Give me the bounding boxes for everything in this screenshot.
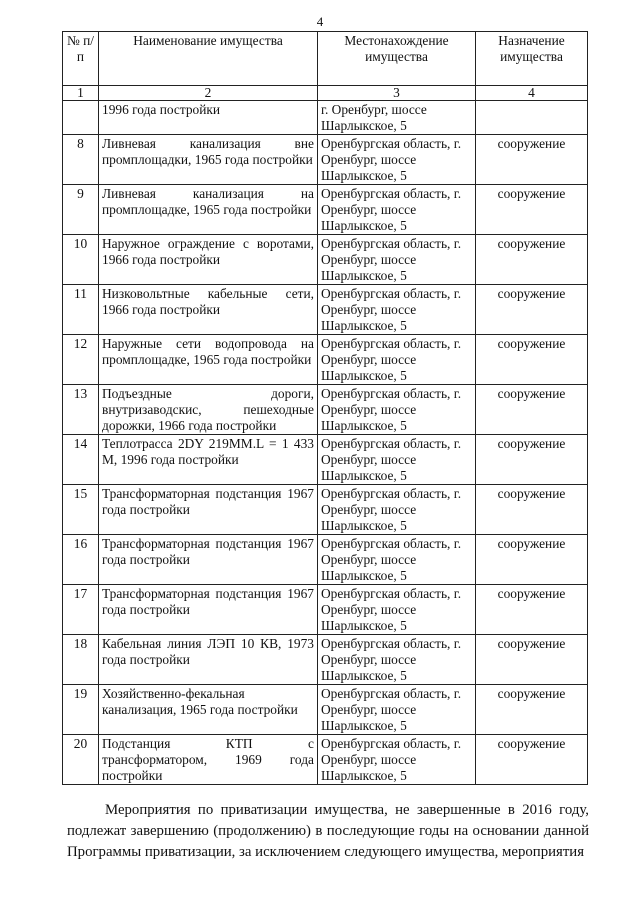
property-location-cell: г. Оренбург, шоссе Шарлыкское, 5 [318,101,476,135]
header-number: № п/п [63,32,99,86]
property-purpose-cell: сооружение [476,735,588,785]
footer-paragraph [67,800,589,863]
property-name-cell: Ливневая канализация на промплощадке, 1965 года постройки [99,185,318,235]
property-name-cell: 1996 года постройки [99,101,318,135]
property-name-cell: Наружное ограждение с воротами, 1966 года постройки [99,235,318,285]
table-row [63,385,588,435]
row-number-cell: 13 [63,385,99,435]
property-purpose-cell: сооружение [476,435,588,485]
table-row [63,285,588,335]
table-header-row [63,32,588,86]
row-number-cell: 11 [63,285,99,335]
property-name-cell: Наружные сети водопровода на промплощадке, 1965 года постройки [99,335,318,385]
property-name-cell: Кабельная линия ЛЭП 10 КВ, 1973 года постройки [99,635,318,685]
property-location-cell: Оренбургская область, г. Оренбург, шоссе Шарлыкское, 5 [318,135,476,185]
header-name: Наименование имущества [99,32,318,86]
column-number: 1 [63,86,99,101]
table-row [63,635,588,685]
table-row [63,235,588,285]
property-name-cell: Низковольтные кабельные сети, 1966 года постройки [99,285,318,335]
property-purpose-cell: сооружение [476,185,588,235]
page-number: 4 [316,14,324,29]
table-row [63,735,588,785]
row-number-cell: 15 [63,485,99,535]
table-row [63,535,588,585]
row-number-cell: 18 [63,635,99,685]
table-row [63,485,588,535]
property-purpose-cell: сооружение [476,235,588,285]
table-row [63,435,588,485]
row-number-cell: 8 [63,135,99,185]
property-location-cell: Оренбургская область, г. Оренбург, шоссе Шарлыкское, 5 [318,735,476,785]
property-purpose-cell: сооружение [476,335,588,385]
table-row [63,185,588,235]
property-location-cell: Оренбургская область, г. Оренбург, шоссе Шарлыкское, 5 [318,185,476,235]
property-location-cell: Оренбургская область, г. Оренбург, шоссе Шарлыкское, 5 [318,385,476,435]
property-purpose-cell: сооружение [476,485,588,535]
property-purpose-cell: сооружение [476,385,588,435]
column-numbers-row [63,86,588,101]
property-name-cell: Трансформаторная подстанция 1967 года постройки [99,535,318,585]
property-name-cell: Трансформаторная подстанция 1967 года постройки [99,485,318,535]
property-location-cell: Оренбургская область, г. Оренбург, шоссе Шарлыкское, 5 [318,335,476,385]
row-number-cell: 14 [63,435,99,485]
header-purpose: Назначение имущества [476,32,588,86]
property-location-cell: Оренбургская область, г. Оренбург, шоссе Шарлыкское, 5 [318,685,476,735]
property-location-cell: Оренбургская область, г. Оренбург, шоссе Шарлыкское, 5 [318,585,476,635]
property-purpose-cell: сооружение [476,635,588,685]
property-name-cell: Хозяйственно-фекальная канализация, 1965 года постройки [99,685,318,735]
row-number-cell: 19 [63,685,99,735]
row-number-cell: 20 [63,735,99,785]
property-location-cell: Оренбургская область, г. Оренбург, шоссе Шарлыкское, 5 [318,285,476,335]
property-purpose-cell: сооружение [476,285,588,335]
property-purpose-cell: сооружение [476,535,588,585]
header-location: Местонахождение имущества [318,32,476,86]
property-location-cell: Оренбургская область, г. Оренбург, шоссе Шарлыкское, 5 [318,435,476,485]
property-location-cell: Оренбургская область, г. Оренбург, шоссе Шарлыкское, 5 [318,485,476,535]
row-number-cell: 12 [63,335,99,385]
property-purpose-cell: сооружение [476,685,588,735]
property-name-cell: Трансформаторная подстанция 1967 года постройки [99,585,318,635]
row-number-cell: 16 [63,535,99,585]
property-purpose-cell [476,101,588,135]
property-name-cell: Подстанция КТП с трансформатором, 1969 года постройки [99,735,318,785]
row-number-cell: 17 [63,585,99,635]
property-name-cell: Ливневая канализация вне промплощадки, 1965 года постройки [99,135,318,185]
property-location-cell: Оренбургская область, г. Оренбург, шоссе Шарлыкское, 5 [318,535,476,585]
footer-text: Мероприятия по приватизации имущества, не завершенные в 2016 году, подлежат завершению (продолжению) в последующие годы на основании данной Программы приватизации, за исключением следующего имущества, мероприятия [67,802,589,860]
column-number: 4 [476,86,588,101]
column-number: 2 [99,86,318,101]
table-row [63,135,588,185]
table-row [63,585,588,635]
property-name-cell: Теплотрасса 2DY 219MM.L = 1 433 M, 1996 года постройки [99,435,318,485]
column-number: 3 [318,86,476,101]
table-row [63,685,588,735]
table-row [63,101,588,135]
property-purpose-cell: сооружение [476,135,588,185]
row-number-cell: 9 [63,185,99,235]
table-row [63,335,588,385]
property-table [62,31,588,785]
table-body [63,101,588,785]
row-number-cell [63,101,99,135]
property-location-cell: Оренбургская область, г. Оренбург, шоссе Шарлыкское, 5 [318,235,476,285]
property-purpose-cell: сооружение [476,585,588,635]
property-location-cell: Оренбургская область, г. Оренбург, шоссе Шарлыкское, 5 [318,635,476,685]
row-number-cell: 10 [63,235,99,285]
property-name-cell: Подъездные дороги, внутризаводскис, пешеходные дорожки, 1966 года постройки [99,385,318,435]
